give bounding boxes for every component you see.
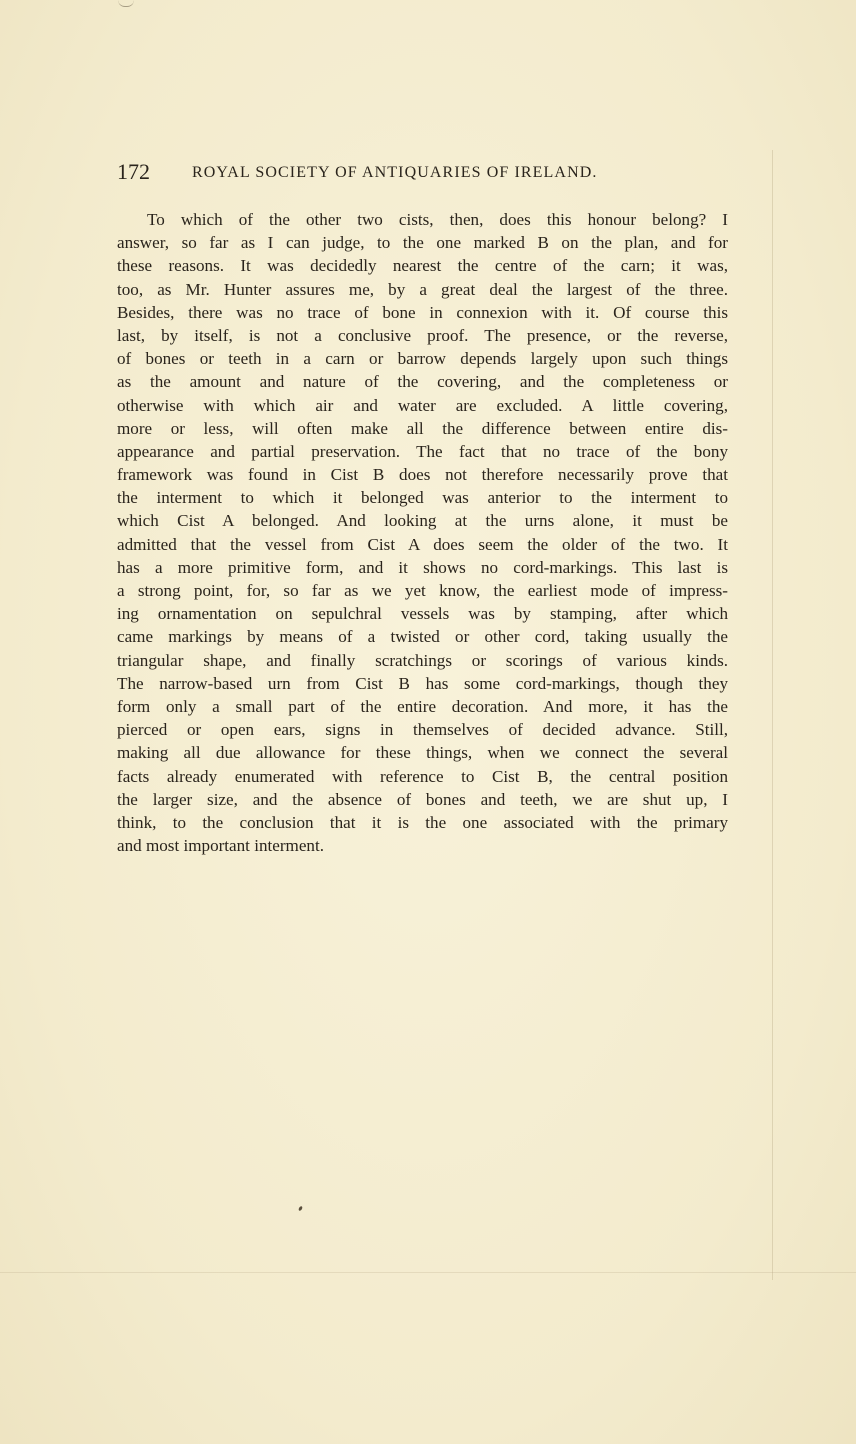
text-line: the larger size, and the absence of bones and teeth, we are shut up, I <box>117 789 728 809</box>
text-line: the interment to which it belonged was anterior to the interment to <box>117 488 728 508</box>
text-line: triangular shape, and finally scratchings or scorings of various kinds. <box>117 650 728 670</box>
text-line: Besides, there was no trace of bone in connexion with it. Of course this <box>117 302 728 322</box>
text-line: framework was found in Cist B does not therefore necessarily prove that <box>117 465 728 485</box>
corner-smudge <box>118 0 134 7</box>
text-line: facts already enumerated with reference to Cist B, the central position <box>117 766 728 786</box>
text-line: The narrow-based urn from Cist B has some cord-markings, though they <box>117 673 728 693</box>
text-line: form only a small part of the entire decoration. And more, it has the <box>117 696 728 716</box>
ink-speck <box>298 1206 303 1212</box>
text-line: more or less, will often make all the difference between entire dis- <box>117 418 728 438</box>
text-line: admitted that the vessel from Cist A does seem the older of the two. It <box>117 534 728 554</box>
text-line: has a more primitive form, and it shows no cord-markings. This last is <box>117 557 728 577</box>
text-line: making all due allowance for these things, when we connect the several <box>117 743 728 763</box>
text-line: To which of the other two cists, then, does this honour belong? I <box>147 210 728 229</box>
text-line: came markings by means of a twisted or other cord, taking usually the <box>117 627 728 647</box>
text-line: as the amount and nature of the covering, and the completeness or <box>117 372 728 392</box>
page-edge-bottom <box>0 1272 856 1273</box>
text-line: and most important interment. <box>117 836 324 856</box>
text-line: pierced or open ears, signs in themselves of decided advance. Still, <box>117 720 728 740</box>
text-line: answer, so far as I can judge, to the one marked B on the plan, and for <box>117 233 728 253</box>
text-line: these reasons. It was decidedly nearest the centre of the carn; it was, <box>117 256 728 276</box>
running-head: ROYAL SOCIETY OF ANTIQUARIES OF IRELAND. <box>192 164 598 181</box>
page-edge-right <box>772 150 773 1280</box>
body-paragraph <box>117 208 728 857</box>
text-line: ing ornamentation on sepulchral vessels was by stamping, after which <box>117 604 728 624</box>
page-number: 172 <box>117 159 150 184</box>
text-line: too, as Mr. Hunter assures me, by a great deal the largest of the three. <box>117 279 728 299</box>
page-header <box>117 157 677 187</box>
text-line: think, to the conclusion that it is the one associated with the primary <box>117 812 728 832</box>
text-line: of bones or teeth in a carn or barrow depends largely upon such things <box>117 349 728 369</box>
text-line: a strong point, for, so far as we yet know, the earliest mode of impress- <box>117 581 728 600</box>
text-line: which Cist A belonged. And looking at the urns alone, it must be <box>117 511 728 531</box>
text-line: otherwise with which air and water are excluded. A little covering, <box>117 395 728 415</box>
text-line: last, by itself, is not a conclusive proof. The presence, or the reverse, <box>117 325 728 345</box>
text-line: appearance and partial preservation. The fact that no trace of the bony <box>117 441 728 461</box>
